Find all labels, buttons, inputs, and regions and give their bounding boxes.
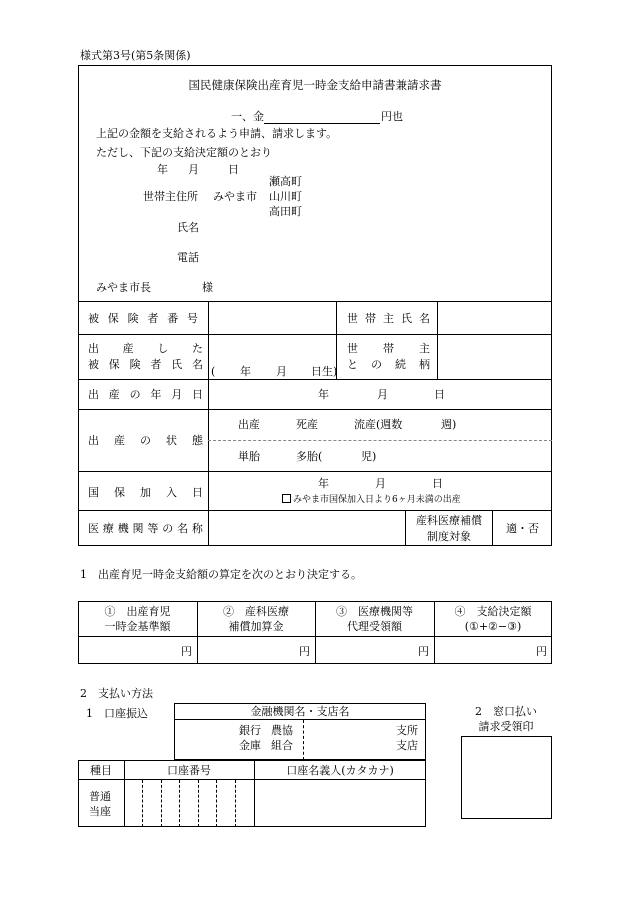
status-option-multiple[interactable]: 多胎(: [296, 450, 323, 463]
enrollment-note-checkbox[interactable]: [282, 494, 291, 503]
proviso-text: ただし、下記の支給決定額のとおり: [96, 146, 272, 159]
account-type-checking[interactable]: 当座: [89, 805, 111, 818]
section2-heading: 2 支払い方法: [80, 687, 153, 700]
birth-status-label: 出 産 の 状 態: [88, 434, 203, 447]
calc-col2-header-line1: ② 産科医療: [223, 605, 289, 618]
row-divider: [78, 379, 552, 380]
request-text: 上記の金額を支給されるよう申請、請求します。: [96, 127, 338, 140]
calc-col1-unit: 円: [181, 645, 192, 658]
medical-institution-field[interactable]: [209, 511, 404, 545]
relation-label-line2: と の 続 柄: [347, 358, 430, 371]
birth-date-label: 出 産 の 年 月 日: [88, 388, 203, 401]
calc-col3-header-line2: 代理受領額: [347, 620, 402, 633]
account-digit-divider: [216, 780, 217, 827]
account-digit-divider: [235, 780, 236, 827]
compensation-label-line2: 制度対象: [427, 530, 471, 543]
compensation-label-line1: 産科医療補償: [416, 514, 482, 527]
bank-option-bank[interactable]: 銀行: [239, 724, 261, 737]
household-head-name-field[interactable]: [438, 302, 551, 334]
status-option-miscarriage[interactable]: 流産(週数: [354, 418, 403, 431]
receipt-seal-box[interactable]: [461, 736, 552, 819]
calc-col3-unit: 円: [418, 645, 429, 658]
form-number-label: 様式第3号(第5条関係): [80, 49, 191, 62]
birth-day-label: 日: [434, 388, 445, 401]
enrollment-day-label: 日: [432, 477, 443, 490]
account-holder-header: 口座名義人(カタカナ): [286, 764, 394, 777]
address-label: 世帯主住所: [143, 190, 198, 203]
enrollment-date-label: 国 保 加 入 日: [88, 486, 203, 499]
calc-col3-header-line1: ③ 医療機関等: [336, 605, 413, 618]
applicant-name-label: 氏名: [177, 221, 199, 234]
bank-branch-option-1[interactable]: 支所: [396, 724, 418, 737]
medical-institution-label: 医 療 機 関 等 の 名 称: [88, 522, 203, 535]
account-digit-divider: [179, 780, 180, 827]
birthdate-open-paren: (: [211, 365, 216, 378]
account-digit-divider: [161, 780, 162, 827]
application-month-label: 月: [188, 163, 199, 176]
status-option-birth[interactable]: 出産: [238, 418, 260, 431]
calc-col2-unit: 円: [299, 645, 310, 658]
status-inner-divider: [208, 440, 552, 441]
amount-prefix: 一、金: [231, 110, 264, 123]
enrollment-month-label: 月: [375, 477, 386, 490]
insured-number-field[interactable]: [209, 302, 336, 334]
relation-label-line1: 世 帯 主: [347, 342, 430, 355]
status-option-stillbirth[interactable]: 死産: [296, 418, 318, 431]
amount-suffix: 円也: [381, 110, 403, 123]
birth-insured-name-field[interactable]: [209, 335, 336, 365]
town-option-takata: 高田町: [269, 205, 302, 218]
birthdate-month-label: 月: [276, 365, 287, 378]
insured-number-label: 被 保 険 者 番 号: [88, 312, 198, 325]
application-day-label: 日: [228, 163, 239, 176]
bank-box-divider: [174, 719, 426, 720]
application-year-label: 年: [157, 163, 168, 176]
form-title: 国民健康保険出産育児一時金支給申請書兼請求書: [188, 78, 442, 92]
account-holder-field[interactable]: [255, 780, 425, 826]
bank-option-agri[interactable]: 農協: [271, 724, 293, 737]
addressee-honorific: 様: [202, 281, 213, 294]
birthdate-year-label: 年: [240, 365, 251, 378]
relation-field[interactable]: [438, 335, 551, 378]
status-weeks-suffix: 週): [441, 418, 457, 431]
calc-col1-header-line2: 一時金基準額: [104, 620, 171, 633]
bank-branch-option-2[interactable]: 支店: [396, 739, 418, 752]
birth-insured-label-line1: 出 産 し た: [88, 342, 203, 355]
birth-insured-label-line2: 被 保 険 者 氏 名: [88, 358, 203, 371]
bank-dashed-divider: [303, 720, 304, 760]
row-divider: [78, 409, 552, 410]
row-divider: [78, 471, 552, 472]
status-children-suffix: 児): [361, 450, 377, 463]
bank-option-credit[interactable]: 金庫: [239, 739, 261, 752]
address-city: みやま市: [213, 190, 257, 203]
account-digit-divider: [142, 780, 143, 827]
calc-col4-unit: 円: [536, 645, 547, 658]
birth-year-label: 年: [318, 388, 329, 401]
window-payment-label: 2 窓口払い: [475, 705, 537, 718]
account-number-header: 口座番号: [167, 764, 211, 777]
compensation-applicable[interactable]: 適・否: [506, 522, 539, 535]
addressee-name: みやま市長: [96, 281, 151, 294]
account-digit-divider: [198, 780, 199, 827]
birth-month-label: 月: [377, 388, 388, 401]
section1-heading: 1 出産育児一時金支給額の算定を次のとおり決定する。: [80, 568, 362, 581]
household-head-name-label: 世 帯 主 氏 名: [347, 312, 430, 325]
applicant-phone-label: 電話: [177, 251, 199, 264]
calc-col4-header-line2: (①+②−③): [464, 620, 522, 633]
bank-transfer-label: 1 口座振込: [86, 707, 148, 720]
calc-col4-header-line1: ④ 支給決定額: [454, 605, 532, 618]
status-option-single[interactable]: 単胎: [238, 450, 260, 463]
bank-option-union[interactable]: 組合: [271, 739, 293, 752]
enrollment-year-label: 年: [318, 477, 329, 490]
receipt-seal-label: 請求受領印: [478, 720, 534, 733]
calc-col2-header-line2: 補償加算金: [228, 620, 284, 633]
calc-col1-header-line1: ① 出産育児: [104, 605, 171, 618]
bank-box-header: 金融機関名・支店名: [250, 705, 350, 718]
amount-underline: [264, 123, 380, 124]
account-type-header: 種目: [90, 764, 112, 777]
town-option-yamakawa: 山川町: [269, 190, 302, 203]
town-option-setaka: 瀬高町: [269, 175, 302, 188]
account-type-ordinary[interactable]: 普通: [89, 790, 111, 803]
birthdate-day-label: 日生): [311, 365, 338, 378]
enrollment-note: みやま市国保加入日より6ヶ月未満の出産: [282, 494, 461, 505]
